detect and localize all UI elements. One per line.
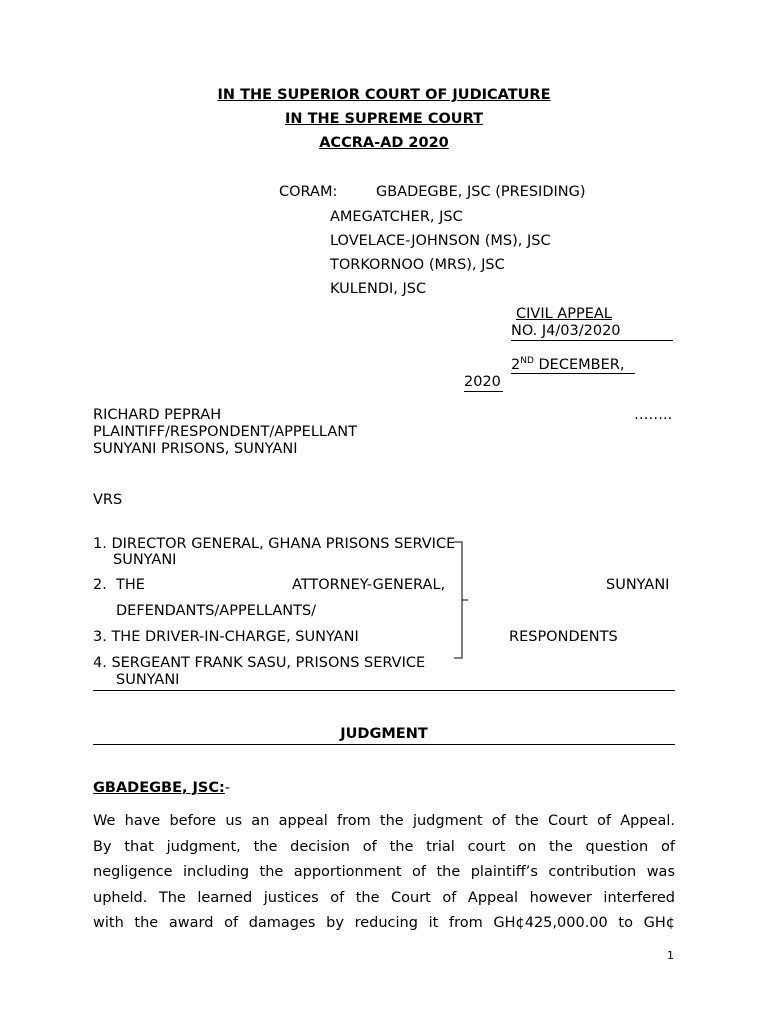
appeal-number: NO. J4/03/2020: [511, 323, 621, 339]
date-year-field: [464, 374, 503, 392]
date-month: DECEMBER,: [533, 356, 625, 373]
defendant-3: 3. THE DRIVER-IN-CHARGE, SUNYANI: [93, 629, 359, 645]
defendant-4-location: SUNYANI: [116, 672, 180, 688]
date-year: 2020: [464, 374, 501, 390]
judgment-body: [93, 809, 675, 937]
coram-judge: LOVELACE-JOHNSON (MS), JSC: [330, 233, 551, 249]
date-ordinal: ND: [520, 356, 534, 366]
defendant-2-part-c: SUNYANI: [606, 577, 670, 593]
defendant-2-part-b: ATTORNEY-GENERAL,: [292, 577, 446, 593]
coram-judge: GBADEGBE, JSC (PRESIDING): [376, 184, 586, 200]
coram-judge: AMEGATCHER, JSC: [330, 209, 463, 225]
versus-label: VRS: [93, 492, 123, 508]
body-line: negligence including the apportionment of the plaintiff’s contribution was: [93, 864, 675, 880]
court-location: ACCRA-AD 2020: [319, 135, 449, 151]
court-title: IN THE SUPERIOR COURT OF JUDICATURE: [217, 87, 551, 103]
plaintiff-address: SUNYANI PRISONS, SUNYANI: [93, 441, 298, 457]
respondents-label: RESPONDENTS: [509, 629, 618, 645]
coram-judge: KULENDI, JSC: [330, 281, 427, 297]
body-line: upheld. The learned justices of the Court of Appeal however interfered: [93, 889, 675, 906]
divider-bottom: [93, 744, 675, 745]
defendant-2-number: 2.: [93, 577, 107, 593]
body-line: We have before us an appeal from the judgment of the Court of Appeal.: [93, 813, 675, 829]
defendant-2-part-a: THE: [116, 577, 145, 593]
defendant-1: 1. DIRECTOR GENERAL, GHANA PRISONS SERVICE: [93, 536, 456, 552]
date-day: 2: [511, 356, 521, 373]
judgment-title: JUDGMENT: [340, 726, 428, 742]
judgment-author-line: [93, 780, 230, 796]
plaintiff-name: RICHARD PEPRAH: [93, 407, 222, 423]
defendant-1-location: SUNYANI: [113, 552, 177, 568]
defendants-bracket: [450, 538, 472, 662]
coram-label: CORAM:: [279, 184, 338, 200]
body-line: By that judgment, the decision of the trial court on the question of: [93, 838, 675, 855]
court-subtitle: IN THE SUPREME COURT: [284, 111, 483, 127]
defendants-role: DEFENDANTS/APPELLANTS/: [116, 603, 317, 619]
plaintiff-role: PLAINTIFF/RESPONDENT/APPELLANT: [93, 424, 357, 440]
appeal-type: CIVIL APPEAL: [516, 306, 612, 322]
judgment-date-field: [511, 356, 635, 374]
judgment-author-suffix: -: [224, 780, 231, 796]
coram-judge: TORKORNOO (MRS), JSC: [330, 257, 505, 273]
judgment-author: GBADEGBE, JSC:: [93, 780, 225, 796]
defendant-4: 4. SERGEANT FRANK SASU, PRISONS SERVICE: [93, 655, 426, 671]
plaintiff-dots: ……..: [634, 407, 673, 423]
appeal-number-field: [511, 323, 673, 341]
divider-top: [93, 690, 675, 691]
page-number: 1: [667, 949, 674, 962]
body-line: with the award of damages by reducing it from GH¢425,000.00 to GH¢: [93, 915, 675, 931]
